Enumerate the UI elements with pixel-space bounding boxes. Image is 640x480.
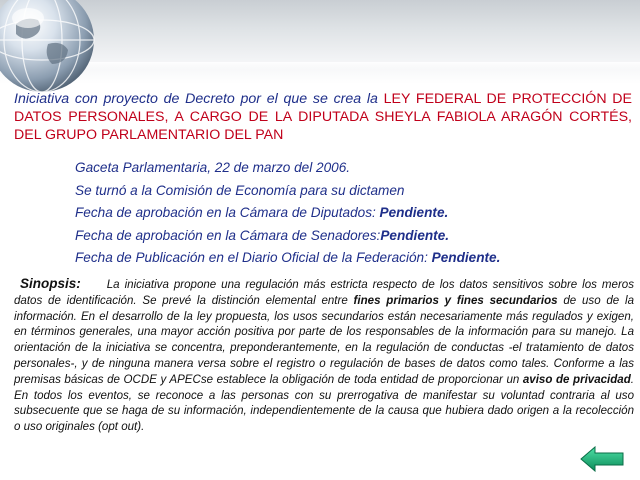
back-arrow-icon bbox=[581, 447, 623, 471]
status-badge: Pendiente. bbox=[379, 205, 449, 220]
status-line-senadores: Fecha de aprobación en la Cámara de Senadores:Pendiente. bbox=[75, 227, 450, 243]
title-law-name: LEY FEDERAL DE PROTECCIÓN DE DATOS PERSONALES, A CARGO DE LA DIPUTADA SHEYLA FABIOLA ARAGÓN CORTÉS, DEL GRUPO PARLAMENTARIO DEL PAN bbox=[14, 91, 632, 143]
status-line-publicacion: Fecha de Publicación en el Diario Oficial de la Federación: Pendiente. bbox=[75, 250, 501, 265]
synopsis-label: Sinopsis: bbox=[20, 276, 81, 291]
status-badge: Pendiente. bbox=[380, 227, 450, 243]
initiative-title bbox=[14, 90, 632, 144]
globe-icon bbox=[0, 0, 98, 96]
title-lead: Iniciativa con proyecto de Decreto por el que se crea la bbox=[14, 91, 378, 107]
status-line-diputados: Fecha de aprobación en la Cámara de Diputados: Pendiente. bbox=[75, 205, 449, 220]
status-badge: Pendiente. bbox=[431, 250, 501, 265]
key-term: aviso de privacidad bbox=[522, 373, 631, 386]
key-term: fines primarios y fines secundarios bbox=[353, 294, 558, 307]
status-line-gaceta: Gaceta Parlamentaria, 22 de marzo del 2006. bbox=[75, 160, 351, 175]
status-line-comision: Se turnó a la Comisión de Economía para su dictamen bbox=[75, 182, 405, 198]
status-list bbox=[75, 157, 635, 270]
synopsis-paragraph: Sinopsis: La iniciativa propone una regulación más estricta respecto de los datos sensitivos sobre los meros datos de identificación. Se prevé la distinción elemental entre fines primarios y fines secundarios de uso de la información. En el desarrollo de la ley propuesta, los usos secundarios están necesariamente más regulados y exigen, en términos generales, una mayor acción positiva por parte de los responsables de la información para su manejo. La orientación de la iniciativa se concentra, preponderantemente, en la regulación de conductas -el tratamiento de datos personales-, y de ninguna manera versa sobre el registro o regulación de bases de datos como tales. Conforme a las premisas básicas de OCDE y APECse establece la obligación de toda entidad de proporcionar un aviso de privacidad. En todos los eventos, se reconoce a las personas con su prerrogativa de manifestar su voluntad contraria al uso subsecuente que se haga de su información, independientemente de la causa que hubiera dado origen a la recolección o uso originales (opt out). bbox=[14, 276, 634, 434]
back-button[interactable] bbox=[580, 446, 624, 472]
